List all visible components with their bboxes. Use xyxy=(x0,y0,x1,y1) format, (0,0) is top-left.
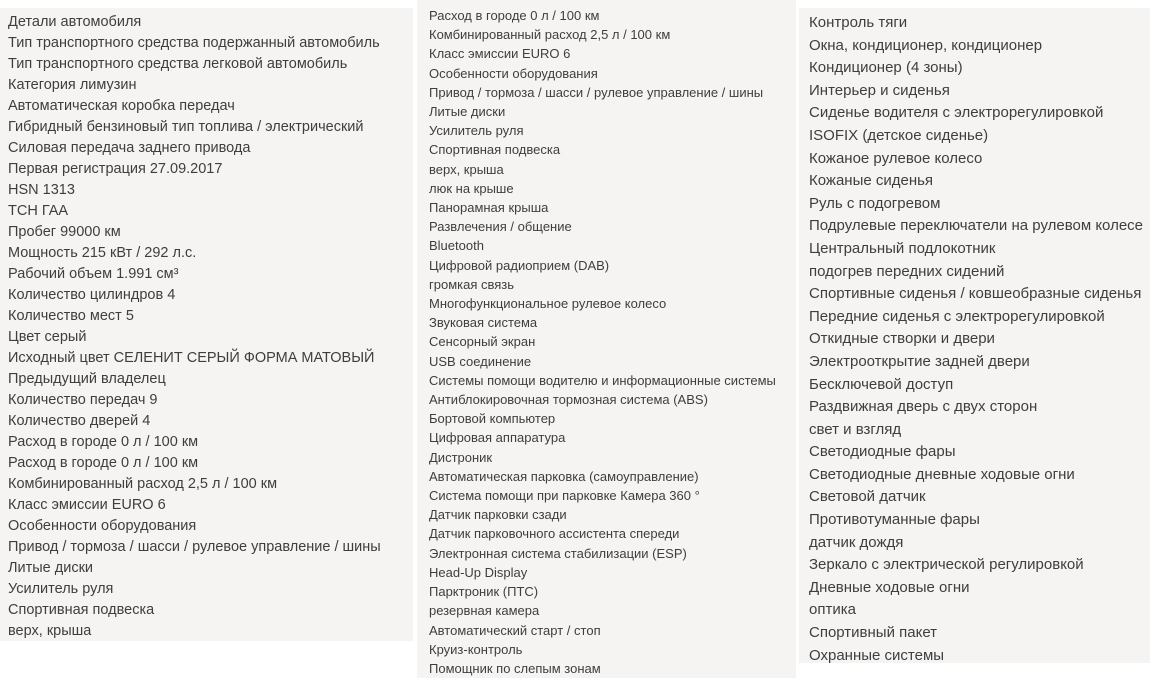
spec-item: Рабочий объем 1.991 см³ xyxy=(8,266,179,282)
spec-item: Усилитель руля xyxy=(429,123,524,139)
spec-item: Электрооткрытие задней двери xyxy=(809,352,1030,370)
spec-item: Автоматическая коробка передач xyxy=(8,98,235,114)
spec-item: Расход в городе 0 л / 100 км xyxy=(8,434,199,450)
spec-item: Передние сиденья с электрорегулировкой xyxy=(809,307,1105,325)
spec-item: Класс эмиссии EURO 6 xyxy=(8,497,166,513)
spec-item: Антиблокировочная тормозная система (ABS) xyxy=(429,392,708,408)
spec-item: Развлечения / общение xyxy=(429,219,572,235)
spec-item: HSN 1313 xyxy=(8,182,75,198)
spec-item: Сиденье водителя с электрорегулировкой xyxy=(809,104,1104,122)
spec-item: Датчик парковочного ассистента спереди xyxy=(429,526,680,542)
spec-item: Датчик парковки сзади xyxy=(429,507,567,523)
spec-item: Особенности оборудования xyxy=(429,65,598,81)
spec-item: Привод / тормоза / шасси / рулевое управление / шины xyxy=(8,539,381,555)
spec-item: Спортивная подвеска xyxy=(8,602,155,618)
spec-item: Количество цилиндров 4 xyxy=(8,287,176,303)
spec-item: подогрев передних сидений xyxy=(809,262,1005,280)
spec-item: Детали автомобиля xyxy=(8,14,142,30)
spec-item: Комбинированный расход 2,5 л / 100 км xyxy=(8,476,278,492)
spec-item: Литые диски xyxy=(429,104,506,120)
spec-item: датчик дождя xyxy=(809,533,904,551)
spec-item: верх, крыша xyxy=(8,623,92,639)
spec-item: Световой датчик xyxy=(809,488,926,506)
spec-item: Цифровой радиоприем (DAB) xyxy=(429,257,610,273)
spec-item: оптика xyxy=(809,601,856,619)
spec-item: Исходный цвет СЕЛЕНИТ СЕРЫЙ ФОРМА МАТОВЫЙ xyxy=(8,350,375,366)
spec-item: Парктроник (ПТС) xyxy=(429,584,539,600)
spec-item: Системы помощи водителю и информационные системы xyxy=(429,372,776,388)
car-details-column-2 xyxy=(417,0,796,678)
spec-item: Дистроник xyxy=(429,449,493,465)
spec-item: резервная камера xyxy=(429,603,540,619)
spec-item: ISOFIX (детское сиденье) xyxy=(809,126,989,144)
spec-item: Комбинированный расход 2,5 л / 100 км xyxy=(429,27,671,43)
spec-item: Расход в городе 0 л / 100 км xyxy=(8,455,199,471)
spec-item: Система помощи при парковке Камера 360 ° xyxy=(429,488,700,504)
spec-item: Особенности оборудования xyxy=(8,518,197,534)
spec-item: свет и взгляд xyxy=(809,420,902,438)
spec-item: Электронная система стабилизации (ESP) xyxy=(429,545,687,561)
spec-item: Цифровая аппаратура xyxy=(429,430,566,446)
spec-item: Светодиодные дневные ходовые огни xyxy=(809,465,1075,483)
spec-item: Контроль тяги xyxy=(809,14,908,31)
spec-item: Спортивная подвеска xyxy=(429,142,561,158)
spec-item: Дневные ходовые огни xyxy=(809,578,970,596)
spec-item: Кожаное рулевое колесо xyxy=(809,149,983,167)
spec-item: Интерьер и сиденья xyxy=(809,81,950,99)
spec-item: Бесключевой доступ xyxy=(809,375,954,393)
spec-item: Многофункциональное рулевое колесо xyxy=(429,296,667,312)
spec-item: Центральный подлокотник xyxy=(809,239,996,257)
spec-item: Привод / тормоза / шасси / рулевое управление / шины xyxy=(429,84,764,100)
spec-item: Расход в городе 0 л / 100 км xyxy=(429,8,600,23)
spec-item: Категория лимузин xyxy=(8,77,137,93)
spec-item: Автоматическая парковка (самоуправление) xyxy=(429,468,699,484)
spec-item: Класс эмиссии EURO 6 xyxy=(429,46,571,62)
spec-item: Звуковая система xyxy=(429,315,538,331)
spec-item: Пробег 99000 км xyxy=(8,224,121,240)
spec-item: Помощник по слепым зонам xyxy=(429,660,601,676)
spec-item: Круиз-контроль xyxy=(429,641,523,657)
spec-item: Автоматический старт / стоп xyxy=(429,622,601,638)
spec-item: Руль с подогревом xyxy=(809,194,941,212)
spec-item: Панорамная крыша xyxy=(429,200,549,216)
spec-item: люк на крыше xyxy=(429,180,514,196)
spec-item: Тип транспортного средства подержанный автомобиль xyxy=(8,35,380,51)
spec-item: Цвет серый xyxy=(8,329,87,345)
spec-item: Количество передач 9 xyxy=(8,392,158,408)
spec-item: Литые диски xyxy=(8,560,94,576)
spec-item: Кондиционер (4 зоны) xyxy=(809,59,963,77)
spec-item: Количество дверей 4 xyxy=(8,413,151,429)
spec-item: Усилитель руля xyxy=(8,581,114,597)
spec-item: Количество мест 5 xyxy=(8,308,134,324)
spec-item: Предыдущий владелец xyxy=(8,371,166,387)
spec-item: Бортовой компьютер xyxy=(429,411,556,427)
spec-item: Противотуманные фары xyxy=(809,511,980,529)
spec-item: Гибридный бензиновый тип топлива / электрический xyxy=(8,119,364,135)
spec-item: Первая регистрация 27.09.2017 xyxy=(8,161,223,177)
spec-item: Head-Up Display xyxy=(429,564,528,580)
spec-item: Тип транспортного средства легковой автомобиль xyxy=(8,56,348,72)
spec-item: Раздвижная дверь с двух сторон xyxy=(809,398,1038,416)
spec-item: Откидные створки и двери xyxy=(809,330,995,348)
spec-item: громкая связь xyxy=(429,276,515,292)
spec-item: верх, крыша xyxy=(429,161,504,177)
spec-item: Охранные системы xyxy=(809,646,945,664)
spec-item: Силовая передача заднего привода xyxy=(8,140,251,156)
spec-item: Светодиодные фары xyxy=(809,443,956,461)
spec-item: Окна, кондиционер, кондиционер xyxy=(809,36,1043,54)
spec-item: Мощность 215 кВт / 292 л.с. xyxy=(8,245,197,261)
car-details-column-1 xyxy=(0,8,413,641)
spec-item: Спортивный пакет xyxy=(809,624,938,642)
spec-item: Зеркало с электрической регулировкой xyxy=(809,556,1084,574)
spec-item: Подрулевые переключатели на рулевом колесе xyxy=(809,217,1144,235)
spec-item: Bluetooth xyxy=(429,238,484,254)
spec-item: Кожаные сиденья xyxy=(809,172,934,190)
spec-item: Спортивные сиденья / ковшеобразные сиденья xyxy=(809,285,1142,303)
spec-item: Сенсорный экран xyxy=(429,334,536,350)
car-details-column-3 xyxy=(799,8,1150,663)
spec-item: USB соединение xyxy=(429,353,532,369)
spec-item: ТСН ГАА xyxy=(8,203,69,219)
